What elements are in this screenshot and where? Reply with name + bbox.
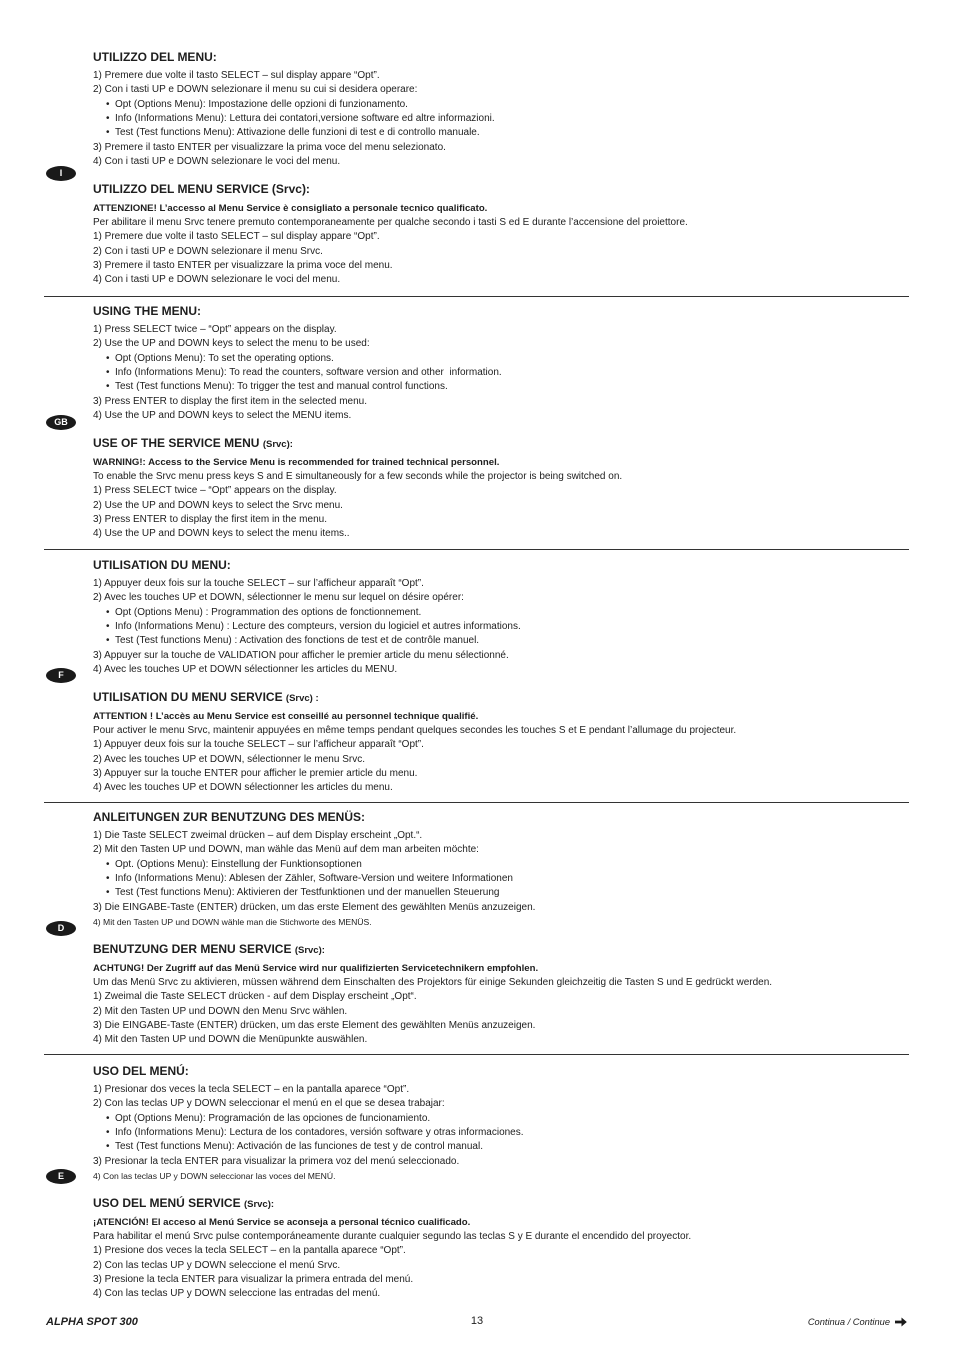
service-step: 1) Zweimal die Taste SELECT drücken - auf dem Display erscheint „Opt“. — [93, 991, 417, 1003]
language-code: GB — [54, 417, 68, 427]
menu-step: 4) Use the UP and DOWN keys to select the MENU items. — [93, 410, 352, 422]
service-heading-title: USE OF THE SERVICE MENU — [93, 435, 260, 450]
service-instructions — [93, 962, 923, 1048]
arrow-right-icon — [895, 1317, 907, 1327]
menu-heading: ANLEITUNGEN ZUR BENUTZUNG DES MENÜS: — [93, 810, 365, 824]
menu-step: 3) Press ENTER to display the first item in the selected menu. — [93, 395, 367, 407]
menu-step: 1) Die Taste SELECT zweimal drücken – auf dem Display erscheint „Opt.“. — [93, 830, 423, 841]
service-step: 4) Use the UP and DOWN keys to select the menu items.. — [93, 528, 350, 540]
continue-label: Continua / Continue — [807, 1317, 890, 1327]
menu-step: 3) Premere il tasto ENTER per visualizzare la prima voce del menu selezionato. — [93, 141, 446, 153]
menu-step: 1) Appuyer deux fois sur la touche SELECT – sur l’afficheur apparaît “Opt”. — [93, 578, 424, 589]
menu-option: • Opt. (Options Menu): Einstellung der Funktionsoptionen — [93, 858, 923, 872]
menu-option: • Opt (Options Menu): Programación de las opciones de funcionamiento. — [93, 1112, 923, 1126]
menu-step: 1) Premere due volte il tasto SELECT – sul display appare “Opt”. — [93, 70, 380, 81]
service-warning: ¡ATENCIÓN! El acceso al Menú Service se aconseja a personal técnico cualificado. — [93, 1216, 471, 1228]
menu-instructions — [93, 69, 923, 169]
menu-instructions — [93, 577, 923, 677]
section-english — [93, 304, 923, 542]
service-intro: Per abilitare il menu Srvc tenere premuto contemporaneamente per qualche secondo i tasti S ed E durante l’accensione del proiettore. — [93, 217, 688, 229]
menu-option: • Info (Informations Menu): Lettura dei contatori,versione software ed altre informazioni. — [93, 112, 923, 126]
menu-instructions — [93, 829, 923, 929]
service-step: 4) Con i tasti UP e DOWN selezionare le voci del menu. — [93, 274, 341, 286]
menu-instructions — [93, 323, 923, 423]
footer-model-name: ALPHA SPOT 300 — [46, 1316, 138, 1328]
menu-option: • Test (Test functions Menu): Attivazione delle funzioni di test e di controllo manuale. — [93, 126, 923, 140]
menu-step: 4) Mit den Tasten UP und DOWN wähle man die Stichworte des MENÜS. — [93, 917, 372, 928]
service-step: 2) Avec les touches UP et DOWN, sélectionner le menu Srvc. — [93, 753, 365, 765]
section-divider — [44, 549, 909, 550]
section-french — [93, 558, 923, 796]
menu-step: 1) Presionar dos veces la tecla SELECT – en la pantalla aparece “Opt”. — [93, 1084, 410, 1095]
menu-step: 3) Appuyer sur la touche de VALIDATION pour afficher le premier article du menu sélectionné. — [93, 649, 509, 661]
service-step: 2) Use the UP and DOWN keys to select the Srvc menu. — [93, 499, 343, 511]
service-intro: Um das Menü Srvc zu aktivieren, müssen während dem Einschalten des Projektors für einige Sekunden gleichzeitig die Tasten S und E gedrückt werden. — [93, 977, 773, 989]
service-instructions — [93, 202, 923, 288]
menu-step: 4) Avec les touches UP et DOWN sélectionner les articles du MENU. — [93, 664, 398, 676]
service-step: 2) Mit den Tasten UP und DOWN den Menu Srvc wählen. — [93, 1005, 348, 1017]
service-heading — [93, 1196, 923, 1210]
service-step: 4) Avec les touches UP et DOWN sélectionner les articles du menu. — [93, 782, 393, 794]
menu-option: • Opt (Options Menu): To set the operating options. — [93, 352, 923, 366]
menu-option: • Info (Informations Menu) : Lecture des compteurs, version du logiciel et autres informations. — [93, 620, 923, 634]
service-heading-title: UTILISATION DU MENU SERVICE — [93, 689, 283, 704]
service-heading-suffix: (Srvc): — [262, 438, 293, 450]
section-spanish — [93, 1064, 923, 1302]
menu-step: 3) Die EINGABE-Taste (ENTER) drücken, um das erste Element des gewählten Menüs anzuzeigen. — [93, 901, 536, 913]
service-heading — [93, 182, 923, 196]
menu-step: 3) Presionar la tecla ENTER para visualizar la primera voz del menú seleccionado. — [93, 1155, 460, 1167]
menu-option: • Info (Informations Menu): Ablesen der Zähler, Software-Version und weitere Informationen — [93, 872, 923, 886]
section-italian — [93, 50, 923, 288]
language-badge-english — [46, 415, 76, 430]
service-step: 1) Appuyer deux fois sur la touche SELECT – sur l’afficheur apparaît “Opt”. — [93, 739, 424, 751]
service-heading-title: BENUTZUNG DER MENU SERVICE — [93, 941, 292, 956]
service-intro: Pour activer le menu Srvc, maintenir appuyées en même temps pendant quelques secondes les touches S et E pendant l’allumage du projecteur. — [93, 725, 737, 737]
menu-heading: USING THE MENU: — [93, 304, 201, 318]
menu-option: • Test (Test functions Menu): To trigger the test and manual control functions. — [93, 380, 923, 394]
service-heading — [93, 690, 923, 704]
language-badge-spanish — [46, 1169, 76, 1184]
section-german — [93, 810, 923, 1048]
section-divider — [44, 296, 909, 297]
menu-option: • Info (Informations Menu): Lectura de los contadores, versión software y otras informaciones. — [93, 1126, 923, 1140]
service-step: 1) Presione dos veces la tecla SELECT – en la pantalla aparece “Opt”. — [93, 1245, 406, 1257]
menu-step: 2) Mit den Tasten UP und DOWN, man wähle das Menü auf dem man arbeiten möchte: — [93, 844, 479, 856]
menu-option: • Info (Informations Menu): To read the counters, software version and other information. — [93, 366, 923, 380]
service-step: 4) Con las teclas UP y DOWN seleccione las entradas del menú. — [93, 1288, 381, 1300]
service-step: 2) Con i tasti UP e DOWN selezionare il menu Srvc. — [93, 245, 323, 257]
menu-heading: UTILISATION DU MENU: — [93, 558, 231, 572]
menu-step: 2) Con las teclas UP y DOWN seleccionar el menú en el que se desea trabajar: — [93, 1098, 445, 1110]
service-heading — [93, 942, 923, 956]
section-divider — [44, 1054, 909, 1055]
service-warning: WARNING!: Access to the Service Menu is recommended for trained technical personnel. — [93, 456, 500, 468]
service-step: 4) Mit den Tasten UP und DOWN die Menüpunkte auswählen. — [93, 1034, 368, 1046]
service-instructions — [93, 456, 923, 542]
service-intro: Para habilitar el menú Srvc pulse contemporáneamente durante cualquier segundo las teclas S y E durante el encendido del proyector. — [93, 1231, 692, 1243]
service-heading-suffix: (Srvc): — [271, 181, 310, 196]
menu-heading: UTILIZZO DEL MENU: — [93, 50, 217, 64]
menu-step: 4) Con las teclas UP y DOWN seleccionar las voces del MENÚ. — [93, 1171, 336, 1182]
service-step: 2) Con las teclas UP y DOWN seleccione el menú Srvc. — [93, 1259, 341, 1271]
service-heading-title: USO DEL MENÚ SERVICE — [93, 1195, 241, 1210]
service-heading-title: UTILIZZO DEL MENU SERVICE — [93, 181, 269, 196]
language-code: E — [57, 1171, 64, 1181]
language-code: F — [58, 670, 64, 680]
service-heading-suffix: (Srvc) : — [285, 692, 319, 704]
menu-step: 2) Use the UP and DOWN keys to select the menu to be used: — [93, 338, 370, 350]
service-warning: ATTENZIONE! L’accesso al Menu Service è consigliato a personale tecnico qualificato. — [93, 202, 488, 214]
service-step: 3) Presione la tecla ENTER para visualizar la primera entrada del menú. — [93, 1274, 414, 1286]
service-step: 1) Press SELECT twice – “Opt” appears on the display. — [93, 485, 337, 497]
service-instructions — [93, 710, 923, 796]
service-step: 3) Press ENTER to display the first item in the menu. — [93, 514, 327, 526]
service-warning: ACHTUNG! Der Zugriff auf das Menü Service wird nur qualifizierten Servicetechnikern empfohlen. — [93, 962, 539, 974]
service-instructions — [93, 1216, 923, 1302]
menu-option: • Opt (Options Menu): Impostazione delle opzioni di funzionamento. — [93, 98, 923, 112]
service-step: 3) Die EINGABE-Taste (ENTER) drücken, um das erste Element des gewählten Menüs anzuzeigen. — [93, 1020, 536, 1032]
menu-option: • Test (Test functions Menu): Activación de las funciones de test y de control manual. — [93, 1140, 923, 1154]
service-step: 3) Premere il tasto ENTER per visualizzare la prima voce del menu. — [93, 260, 393, 272]
menu-option: • Opt (Options Menu) : Programmation des options de fonctionnement. — [93, 606, 923, 620]
menu-step: 2) Con i tasti UP e DOWN selezionare il menu su cui si desidera operare: — [93, 84, 418, 96]
menu-heading: USO DEL MENÚ: — [93, 1064, 189, 1078]
service-step: 3) Appuyer sur la touche ENTER pour afficher le premier article du menu. — [93, 768, 418, 780]
language-code: D — [57, 923, 65, 933]
menu-option: • Test (Test functions Menu): Aktivieren der Testfunktionen und der manuellen Steuerung — [93, 886, 923, 900]
menu-instructions — [93, 1083, 923, 1183]
service-heading-suffix: (Srvc): — [294, 944, 325, 956]
service-warning: ATTENTION ! L’accès au Menu Service est conseillé au personnel technique qualifié. — [93, 710, 479, 722]
service-heading-suffix: (Srvc): — [243, 1198, 275, 1210]
section-divider — [44, 802, 909, 803]
menu-option: • Test (Test functions Menu) : Activation des fonctions de test et de contrôle manuel. — [93, 634, 923, 648]
service-intro: To enable the Srvc menu press keys S and E simultaneously for a few seconds while the projector is being switched on. — [93, 471, 623, 483]
service-heading — [93, 436, 923, 450]
language-badge-french — [46, 668, 76, 683]
language-badge-german — [46, 921, 76, 936]
service-step: 1) Premere due volte il tasto SELECT – sul display appare “Opt”. — [93, 231, 380, 243]
menu-step: 4) Con i tasti UP e DOWN selezionare le voci del menu. — [93, 156, 341, 168]
language-code: I — [59, 168, 63, 178]
menu-step: 2) Avec les touches UP et DOWN, sélectionner le menu sur lequel on désire opérer: — [93, 592, 464, 604]
menu-step: 1) Press SELECT twice – “Opt” appears on the display. — [93, 324, 337, 335]
language-badge-italian — [46, 166, 76, 181]
page-number: 13 — [470, 1315, 484, 1327]
